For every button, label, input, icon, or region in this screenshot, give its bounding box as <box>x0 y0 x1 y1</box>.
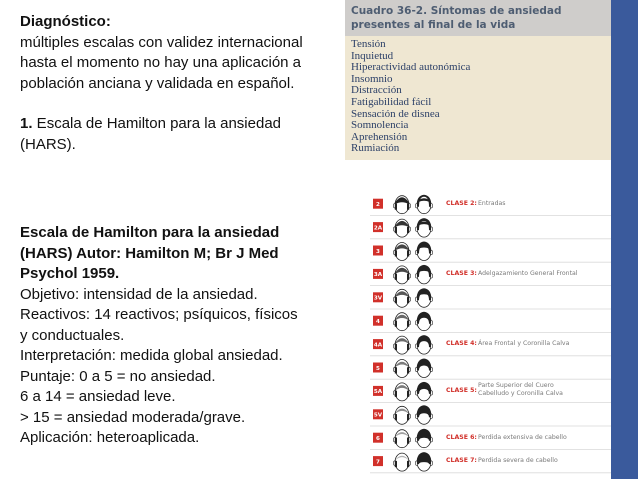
hamilton-hair-loss-chart <box>370 186 611 475</box>
clase-description: Perdida severa de cabello <box>478 457 558 465</box>
head-illustration <box>415 288 432 307</box>
diagnostico-line: hasta el momento no hay una aplicación a <box>20 54 302 71</box>
class-code-label: 2A <box>373 225 383 232</box>
head-illustration <box>415 359 432 378</box>
head-illustration <box>393 406 410 424</box>
hars-block <box>20 223 325 449</box>
clase-label: CLASE 4: <box>446 340 477 348</box>
clase-description: Perdida extensiva de cabello <box>478 433 567 441</box>
head-illustration <box>415 429 432 448</box>
class-code-label: 2 <box>376 202 380 208</box>
class-code-label: 5A <box>373 389 383 396</box>
hars-reference-text: Escala de Hamilton para la ansiedad <box>32 115 281 132</box>
clase-label: CLASE 2: <box>446 199 477 207</box>
clase-label: CLASE 7: <box>446 457 477 465</box>
hars-detail-line: y conductuales. <box>20 326 125 344</box>
head-illustration <box>393 313 410 331</box>
head-illustration <box>415 265 432 284</box>
clase-label: CLASE 6: <box>446 433 477 441</box>
hair-loss-illustration <box>370 186 611 475</box>
clase-description: Parte Superior del Cuero <box>478 382 554 390</box>
symptom-table <box>345 0 611 160</box>
clase-description: Entradas <box>478 199 506 207</box>
head-illustration <box>415 195 432 214</box>
class-code-label: 3 <box>376 248 380 255</box>
head-illustration <box>393 196 410 214</box>
clase-description: Adelgazamiento General Frontal <box>478 270 578 278</box>
symptom-item: Rumiación <box>351 142 400 155</box>
spacer <box>20 94 325 114</box>
class-code-label: 3A <box>373 272 383 279</box>
symptom-item: Somnolencia <box>351 119 409 132</box>
head-illustration <box>393 360 410 378</box>
hars-reference <box>20 114 325 135</box>
symptom-item: Distracción <box>351 84 402 97</box>
diagnostico-line: múltiples escalas con validez internacional <box>20 33 303 51</box>
head-illustration <box>393 383 410 401</box>
slide-side-band <box>611 0 638 479</box>
clase-description: Área Frontal y Coronilla Calva <box>478 340 570 348</box>
hars-detail-line: Objetivo: intensidad de la ansiedad. <box>20 285 258 303</box>
symptom-item: Aprehensión <box>351 130 408 143</box>
hars-reference-text: (HARS). <box>20 135 76 153</box>
hars-detail-line: > 15 = ansiedad moderada/grave. <box>20 408 246 426</box>
symptom-item: Insomnio <box>351 72 393 85</box>
head-illustration <box>393 336 410 354</box>
diagnostico-line: población anciana y validada en español. <box>20 74 295 92</box>
head-illustration <box>393 453 410 471</box>
class-code-label: 5 <box>376 365 380 372</box>
symptom-item: Tensión <box>351 38 386 50</box>
symptom-item: Sensación de disnea <box>351 107 440 120</box>
symptom-item: Inquietud <box>351 49 394 62</box>
symptom-item: Fatigabilidad fácil <box>351 95 432 108</box>
clase-label: CLASE 5: <box>446 386 477 394</box>
hars-number: 1. <box>20 115 33 132</box>
class-code-label: 5V <box>373 412 383 419</box>
class-code-label: 6 <box>376 436 380 442</box>
hars-detail-line: Reactivos: 14 reactivos; psíquicos, físicos <box>20 306 298 323</box>
head-illustration <box>415 218 432 237</box>
class-code-label: 4 <box>376 319 380 325</box>
head-illustration <box>393 243 410 261</box>
head-illustration <box>415 452 432 471</box>
hars-title-line: (HARS) Autor: Hamilton M; Br J Med <box>20 244 279 262</box>
head-illustration <box>393 266 410 284</box>
class-code-label: 7 <box>376 459 380 466</box>
head-illustration <box>415 242 432 261</box>
head-illustration <box>393 289 410 307</box>
hars-detail-line: 6 a 14 = ansiedad leve. <box>20 388 176 405</box>
hars-detail-line: Aplicación: heteroaplicada. <box>20 429 200 446</box>
head-illustration <box>415 335 432 354</box>
diagnostico-block <box>20 12 325 155</box>
symptom-item: Hiperactividad autonómica <box>351 61 471 74</box>
hars-detail-line: Interpretación: medida global ansiedad. <box>20 347 283 364</box>
class-code-label: 3V <box>373 295 383 302</box>
symptom-table-title: Cuadro 36-2. Síntomas de ansiedad presentes al final de la vida <box>345 0 611 36</box>
head-illustration <box>393 430 410 448</box>
hars-title-line: Psychol 1959. <box>20 265 120 282</box>
clase-label: CLASE 3: <box>446 269 477 277</box>
head-illustration <box>393 219 410 237</box>
head-illustration <box>415 405 432 424</box>
head-illustration <box>415 312 432 331</box>
head-illustration <box>415 382 432 401</box>
hars-title-line: Escala de Hamilton para la ansiedad <box>20 224 280 241</box>
diagnostico-heading: Diagnóstico: <box>20 13 111 30</box>
symptom-list <box>345 36 611 155</box>
hars-detail-line: Puntaje: 0 a 5 = no ansiedad. <box>20 367 216 385</box>
class-code-label: 4A <box>373 342 383 349</box>
clase-description: Cabelludo y Coronilla Calva <box>478 389 563 397</box>
